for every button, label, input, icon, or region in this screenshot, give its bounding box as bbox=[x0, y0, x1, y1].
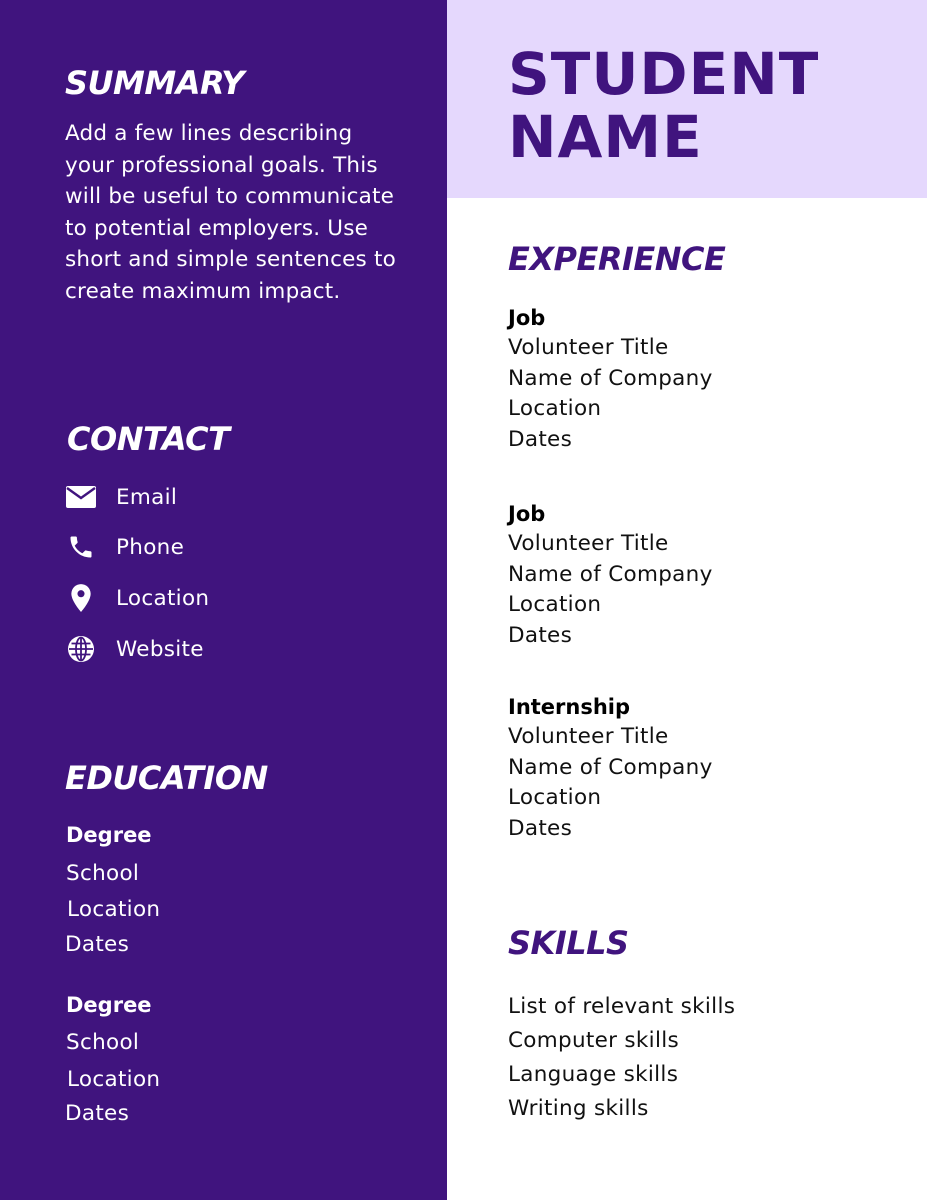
summary-heading: SUMMARY bbox=[65, 64, 244, 102]
experience-type: Internship bbox=[508, 695, 631, 719]
skill-item: Language skills bbox=[508, 1062, 679, 1087]
education-degree: Degree bbox=[66, 823, 152, 847]
experience-item bbox=[508, 499, 908, 651]
experience-item bbox=[508, 692, 908, 844]
education-degree: Degree bbox=[66, 993, 152, 1017]
experience-company: Name of Company bbox=[508, 365, 713, 391]
student-name-line1: STUDENT bbox=[508, 40, 820, 108]
experience-dates: Dates bbox=[508, 622, 573, 648]
contact-website-label: Website bbox=[116, 636, 204, 662]
student-name bbox=[508, 40, 820, 171]
experience-heading: EXPERIENCE bbox=[508, 240, 726, 278]
education-location: Location bbox=[67, 897, 161, 922]
contact-website[interactable] bbox=[66, 634, 204, 664]
skill-item: Computer skills bbox=[508, 1028, 679, 1053]
education-location: Location bbox=[67, 1067, 161, 1092]
sidebar bbox=[0, 0, 447, 1200]
contact-phone-label: Phone bbox=[116, 534, 185, 560]
contact-phone[interactable] bbox=[66, 532, 185, 562]
experience-dates: Dates bbox=[508, 815, 573, 841]
experience-company: Name of Company bbox=[508, 561, 713, 587]
envelope-icon bbox=[66, 482, 96, 512]
education-dates: Dates bbox=[65, 1101, 130, 1126]
skills-list bbox=[508, 990, 735, 1126]
contact-heading: CONTACT bbox=[67, 420, 230, 458]
contact-email-label: Email bbox=[116, 484, 178, 510]
experience-item bbox=[508, 303, 908, 455]
experience-title: Volunteer Title bbox=[508, 335, 669, 360]
skill-item: List of relevant skills bbox=[508, 994, 736, 1019]
experience-title: Volunteer Title bbox=[508, 531, 669, 556]
contact-email[interactable] bbox=[66, 482, 178, 512]
experience-location: Location bbox=[508, 592, 602, 617]
phone-icon bbox=[66, 532, 96, 562]
education-heading: EDUCATION bbox=[65, 759, 268, 797]
experience-location: Location bbox=[508, 396, 602, 421]
education-school: School bbox=[66, 1030, 140, 1055]
experience-type: Job bbox=[508, 502, 546, 526]
experience-location: Location bbox=[508, 785, 602, 810]
experience-company: Name of Company bbox=[508, 754, 713, 780]
skills-heading: SKILLS bbox=[508, 924, 629, 962]
location-pin-icon bbox=[66, 583, 96, 613]
experience-title: Volunteer Title bbox=[508, 724, 669, 749]
contact-location-label: Location bbox=[116, 585, 210, 611]
skill-item: Writing skills bbox=[508, 1096, 649, 1121]
education-dates: Dates bbox=[65, 932, 130, 957]
globe-icon bbox=[66, 634, 96, 664]
experience-dates: Dates bbox=[508, 426, 573, 452]
education-school: School bbox=[66, 861, 140, 886]
student-name-line2: NAME bbox=[508, 103, 703, 171]
experience-type: Job bbox=[508, 306, 546, 330]
summary-text: Add a few lines describing your professional goals. This will be useful to communicate to potential employers. Use short and simple sentences to create maximum impact. bbox=[65, 121, 396, 304]
contact-location[interactable] bbox=[66, 583, 210, 613]
